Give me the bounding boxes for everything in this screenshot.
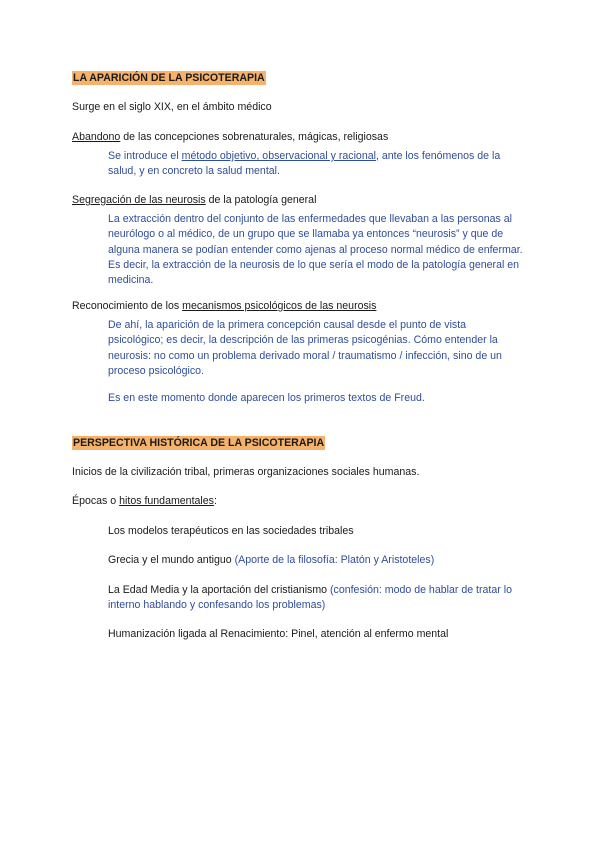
point-segregacion-rest: de la patología general xyxy=(205,194,317,206)
point-abandono xyxy=(72,130,388,145)
epochs-post: : xyxy=(213,495,217,507)
point-segregacion-underlined: Segregación de las neurosis xyxy=(72,194,206,206)
epochs-underlined: hitos fundamentales xyxy=(119,495,214,507)
epochs-pre: Épocas o xyxy=(72,495,120,507)
epoch-text: Humanización ligada al Renacimiento: Pinel, atención al enfermo mental xyxy=(108,628,449,640)
detail-underlined: método objetivo, observacional y racional xyxy=(181,150,376,162)
epoch-item xyxy=(108,627,524,642)
section-heading-perspectiva: PERSPECTIVA HISTÓRICA DE LA PSICOTERAPIA xyxy=(73,437,325,449)
point-segregacion-detail: La extracción dentro del conjunto de las enfermedades que llevaban a las personas al neurólogo o al médico, de un grupo que se llamaba ya entonces “neurosis” y que de alguna manera se podían entender como ajenas al proceso normal médico de enfermar. Es decir, la extracción de la neurosis de lo que sería el modo de la patología general en medicina. xyxy=(108,213,523,287)
epoch-item xyxy=(108,583,524,614)
point-reconocimiento-detail: De ahí, la aparición de la primera concepción causal desde el punto de vista psicológico; es decir, la descripción de las primeras psicogénias. Cómo entender la neurosis: no como un problema derivado moral / traumatismo / infección, sino de un proceso psicológico. xyxy=(108,319,502,377)
point-abandono-underlined: Abandono xyxy=(72,131,121,143)
epoch-item xyxy=(108,524,524,539)
point-reconocimiento-pre: Reconocimiento de los xyxy=(72,300,183,312)
point-abandono-detail xyxy=(108,149,524,180)
epoch-text: La Edad Media y la aportación del cristianismo xyxy=(108,584,330,596)
epoch-text: Grecia y el mundo antiguo xyxy=(108,554,235,566)
epoch-item xyxy=(108,553,524,568)
detail-pre: Se introduce el xyxy=(108,150,182,162)
epoch-text: Los modelos terapéuticos en las sociedades tribales xyxy=(108,525,354,537)
epoch-note: (Aporte de la filosofía: Platón y Aristoteles) xyxy=(234,554,435,566)
section1-intro: Surge en el siglo XIX, en el ámbito médico xyxy=(72,101,272,113)
point-reconocimiento-underlined: mecanismos psicológicos de las neurosis xyxy=(182,300,377,312)
point-reconocimiento-note: Es en este momento donde aparecen los primeros textos de Freud. xyxy=(108,392,425,404)
point-segregacion xyxy=(72,193,316,208)
point-reconocimiento xyxy=(72,299,376,314)
section-heading-aparicion: LA APARICIÓN DE LA PSICOTERAPIA xyxy=(73,72,265,84)
point-abandono-rest: de las concepciones sobrenaturales, mágicas, religiosas xyxy=(120,131,389,143)
detail-post: , ante los fenómenos de la salud, y en concreto la salud mental. xyxy=(108,150,501,178)
epoch-note: (confesión: modo de hablar de tratar lo interno hablando y confesando los problemas) xyxy=(108,584,512,612)
epochs-label xyxy=(72,494,217,509)
section2-intro: Inicios de la civilización tribal, primeras organizaciones sociales humanas. xyxy=(72,466,420,478)
